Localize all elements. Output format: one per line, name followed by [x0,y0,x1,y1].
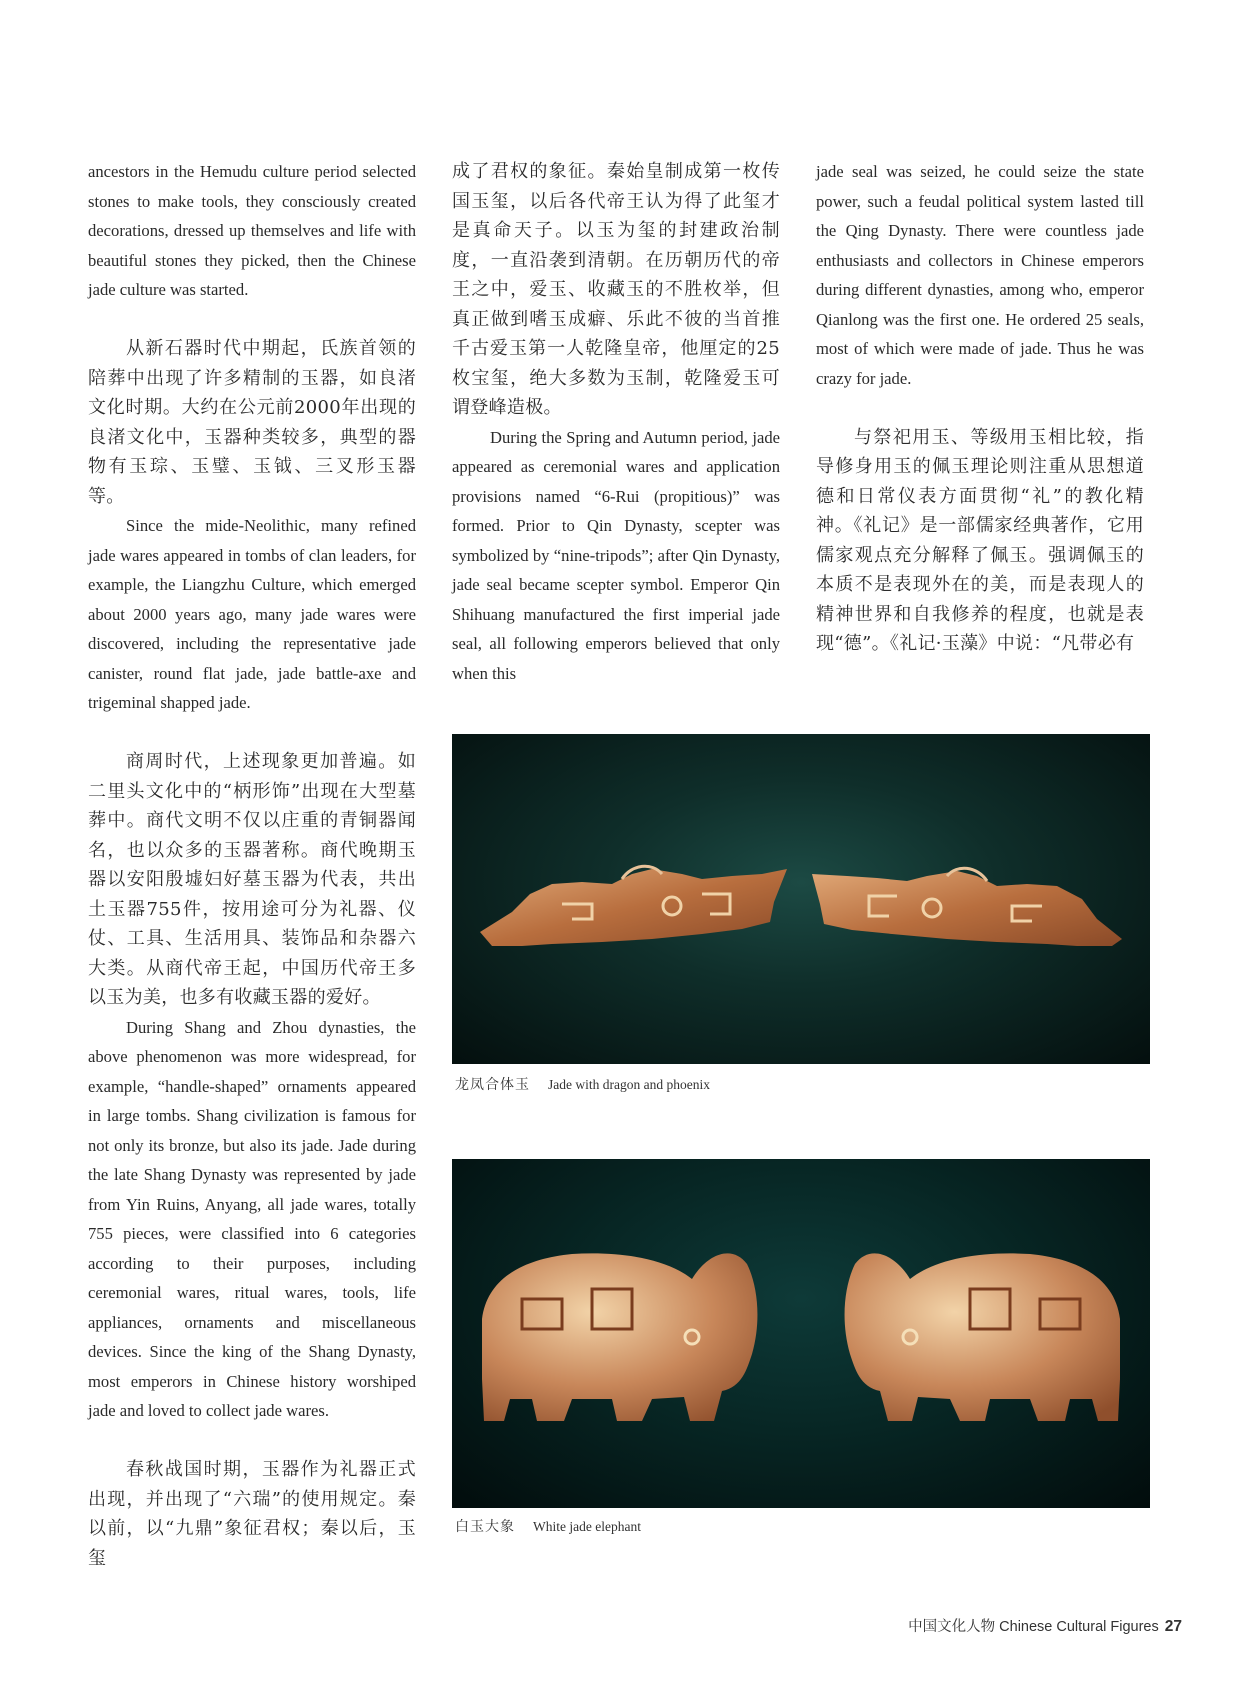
paragraph-en-shang-zhou: During Shang and Zhou dynasties, the above phenomenon was more widespread, for example, “handle-shaped” ornaments appeared in large tombs. Shang civilization is famous for not only its bronze, but also its jade. Jade during the late Shang Dynasty was represented by jade from Yin Ruins, Anyang, all jade wares, totally 755 pieces, were classified into 6 categories according to their purposes, including ceremonial wares, ritual wares, tools, life appliances, ornaments and miscellaneous devices. Since the king of the Shang Dynasty, most emperors in Chinese history worshiped jade and loved to collect jade wares. [88,1017,416,1420]
paragraph-zh-pei-yu: 与祭祀用玉、等级用玉相比较，指导修身用玉的佩玉理论则注重从思想道德和日常仪表方面贯彻“礼”的教化精神。《礼记》是一部儒家经典著作，它用儒家观点充分解释了佩玉。强调佩玉的本质不是表现外在的美，而是表现人的精神世界和自我修养的程度，也就是表现“德”。《礼记·玉藻》中说：“凡带必有 [816,426,1144,654]
photo-dragon-phoenix-jade [452,734,1150,1064]
paragraph-en-jade-seal: jade seal was seized, he could seize the state power, such a feudal political system lasted till the Qing Dynasty. There were countless jade enthusiasts and collectors in Chinese emperors during different dynasties, among who, emperor Qianlong was the first one. He ordered 25 seals, most of which were made of jade. Thus he was crazy for jade. [816,162,1144,388]
caption-photo-1 [455,1074,710,1094]
caption-photo-2-en: White jade elephant [533,1519,641,1534]
caption-photo-2 [455,1516,641,1536]
paragraph-en-neolithic: Since the mide-Neolithic, many refined jade wares appeared in tombs of clan leaders, for example, the Liangzhu Culture, which emerged about 2000 years ago, many jade wares were discovered, including the representative jade canister, round flat jade, jade battle-axe and trigeminal shapped jade. [88,516,416,712]
page-footer [908,1615,1182,1636]
paragraph-zh-imperial-seal: 成了君权的象征。秦始皇制成第一枚传国玉玺，以后各代帝王认为得了此玺才是真命天子。以玉为玺的封建政治制度，一直沿袭到清朝。在历朝历代的帝王之中，爱玉、收藏玉的不胜枚举，但真正做到嗜玉成癖、乐此不彼的当首推千古爱玉第一人乾隆皇帝，他厘定的25枚宝玺，绝大多数为玉制，乾隆爱玉可谓登峰造极。 [452,161,780,418]
dragon-phoenix-jade-illustration [452,734,1150,1064]
magazine-title: 中国文化人物 Chinese Cultural Figures [908,1619,1159,1635]
white-jade-elephant-illustration [452,1159,1150,1508]
photo-white-jade-elephant [452,1159,1150,1508]
paragraph-zh-neolithic: 从新石器时代中期起，氏族首领的陪葬中出现了许多精制的玉器，如良渚文化时期。大约在公元前2000年出现的良渚文化中，玉器种类较多，典型的器物有玉琮、玉璧、玉钺、三叉形玉器等。 [88,338,416,507]
caption-photo-1-en: Jade with dragon and phoenix [548,1077,710,1092]
text-column-3 [816,157,1144,659]
text-column-2 [452,157,780,688]
text-column-1 [88,157,416,1573]
paragraph-en-spring-autumn: During the Spring and Autumn period, jade appeared as ceremonial wares and application provisions named “6-Rui (propitious)” was formed. Prior to Qin Dynasty, scepter was symbolized by “nine-tripods”; after Qin Dynasty, jade seal became scepter symbol. Emperor Qin Shihuang manufactured the first imperial jade seal, all following emperors believed that only when this [452,427,780,683]
paragraph-zh-spring-autumn: 春秋战国时期，玉器作为礼器正式出现，并出现了“六瑞”的使用规定。秦以前，以“九鼎”象征君权；秦以后，玉玺 [88,1459,416,1569]
paragraph-en-hemudu: ancestors in the Hemudu culture period selected stones to make tools, they consciously created decorations, dressed up themselves and life with beautiful stones they picked, then the Chinese jade culture was started. [88,162,416,299]
paragraph-zh-shang-zhou: 商周时代，上述现象更加普遍。如二里头文化中的“柄形饰”出现在大型墓葬中。商代文明不仅以庄重的青铜器闻名，也以众多的玉器著称。商代晚期玉器以安阳殷墟妇好墓玉器为代表，共出土玉器755件，按用途可分为礼器、仪仗、工具、生活用具、装饰品和杂器六大类。从商代帝王起，中国历代帝王多以玉为美，也多有收藏玉器的爱好。 [88,751,416,1008]
caption-photo-1-zh: 龙凤合体玉 [455,1077,530,1093]
caption-photo-2-zh: 白玉大象 [455,1519,515,1535]
page-number: 27 [1164,1618,1182,1635]
